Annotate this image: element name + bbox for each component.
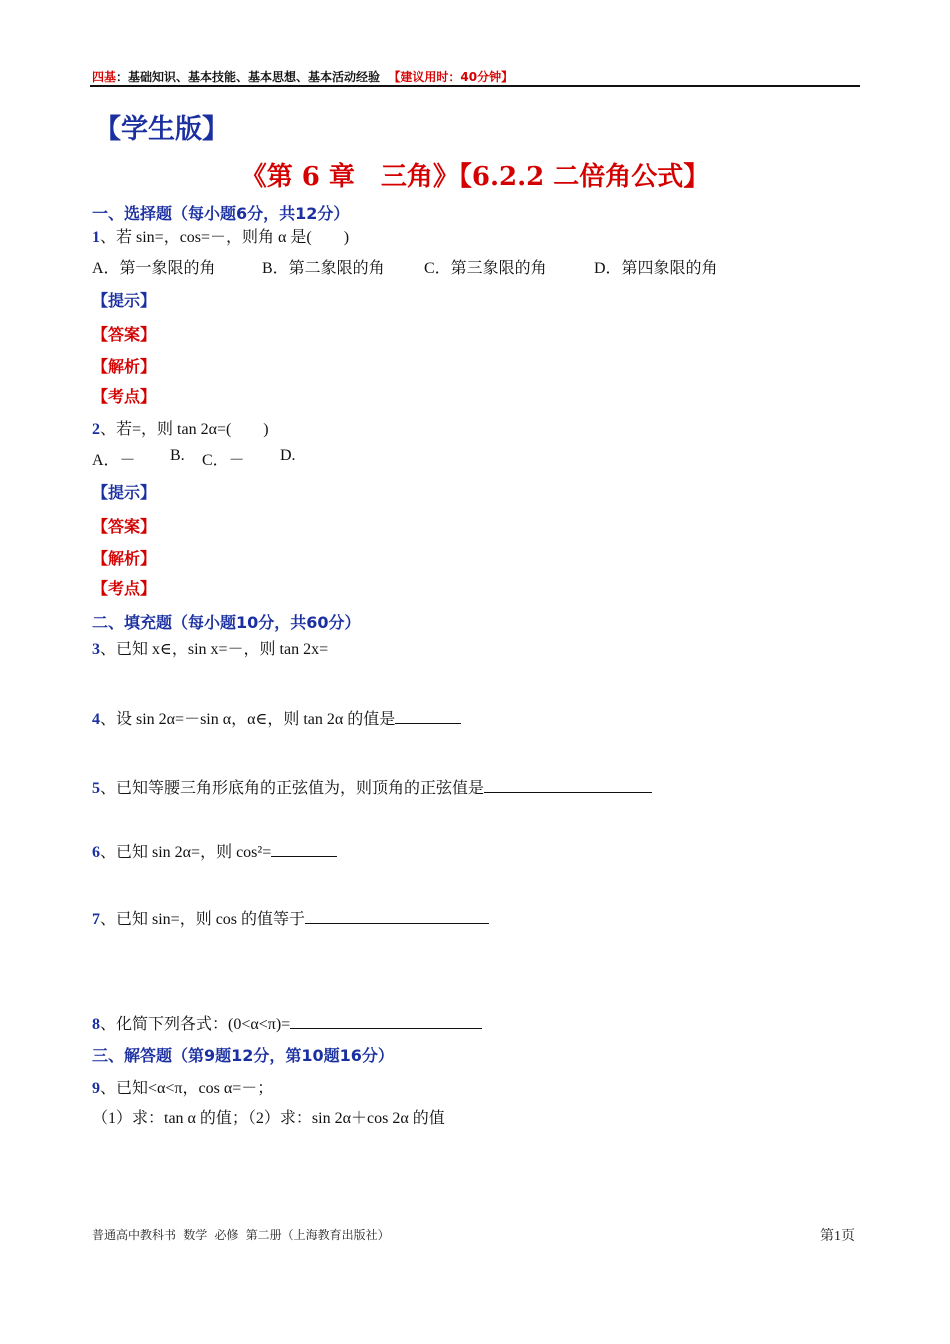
question-text: 、若=，则 tan 2α=( ) [100,421,269,438]
question-text: 、已知 x∈，sin x=－，则 tan 2x= [100,641,329,658]
question-9-subparts: （1）求：tan α 的值；（2）求：sin 2α＋cos 2α 的值 [92,1110,445,1127]
q2-hint-tag: 【提示】 [92,483,157,502]
q1-hint-tag: 【提示】 [92,291,157,310]
header-text: ：基础知识、基本技能、基本思想、基本活动经验 [116,70,381,84]
section-solve: 三、解答题（第9题12分，第10题16分） [92,1046,394,1065]
question-text: 、已知等腰三角形底角的正弦值为，则顶角的正弦值是 [100,780,485,797]
answer-blank[interactable] [305,909,489,924]
answer-blank[interactable] [395,709,461,724]
q1-point-tag: 【考点】 [92,387,157,406]
question-text: 、已知<α<π，cos α=－； [100,1080,274,1097]
question-1 [92,224,349,247]
q1-option-a: A．第一象限的角 [92,260,216,277]
section-choice: 一、选择题（每小题6分，共12分） [92,204,350,223]
time-note: 【建议用时：40分钟】 [388,70,514,84]
question-4 [92,706,461,729]
question-number: 8 [92,1016,100,1033]
question-text: 、若 sin=，cos=－，则角 α 是( ) [100,229,350,246]
question-number: 1 [92,229,100,246]
q2-answer-tag: 【答案】 [92,517,157,536]
question-2 [92,416,269,439]
answer-blank[interactable] [271,842,337,857]
question-number: 4 [92,711,100,728]
question-8 [92,1011,482,1034]
question-6 [92,839,337,862]
question-number: 2 [92,421,100,438]
q1-option-d: D．第四象限的角 [594,260,718,277]
q2-option-c: C．－ [202,452,245,469]
header-label: 四基 [92,70,117,84]
q2-point-tag: 【考点】 [92,579,157,598]
page-number: 第1页 [820,1229,855,1244]
q2-option-a: A．－ [92,452,136,469]
answer-blank[interactable] [484,778,652,793]
question-number: 7 [92,911,100,928]
edition-label: 【学生版】 [94,114,229,145]
q1-analysis-tag: 【解析】 [92,357,157,376]
question-number: 3 [92,641,100,658]
q2-analysis-tag: 【解析】 [92,549,157,568]
question-7 [92,906,489,929]
section-fill: 二、填充题（每小题10分，共60分） [92,613,361,632]
question-9 [92,1075,273,1098]
q2-option-b: B. [170,447,185,464]
footer-book: 普通高中教科书 数学 必修 第二册（上海教育出版社） [92,1228,390,1242]
question-number: 9 [92,1080,100,1097]
q1-option-b: B．第二象限的角 [262,260,385,277]
question-text: 、已知 sin=，则 cos 的值等于 [100,911,306,928]
q1-answer-tag: 【答案】 [92,325,157,344]
question-number: 5 [92,780,100,797]
answer-blank[interactable] [290,1014,482,1029]
q1-option-c: C．第三象限的角 [424,260,547,277]
question-5 [92,775,652,798]
page-header [92,68,513,85]
question-text: 、已知 sin 2α=，则 cos²= [100,844,272,861]
question-number: 6 [92,844,100,861]
question-text: 、化简下列各式：(0<α<π)= [100,1016,291,1033]
question-text: 、设 sin 2α=－sin α，α∈，则 tan 2α 的值是 [100,711,396,728]
q2-option-d: D. [280,447,296,464]
question-3 [92,636,328,659]
header-rule [90,85,860,87]
page-title: 《第 6 章 三角》【6.2.2 二倍角公式】 [240,162,710,192]
